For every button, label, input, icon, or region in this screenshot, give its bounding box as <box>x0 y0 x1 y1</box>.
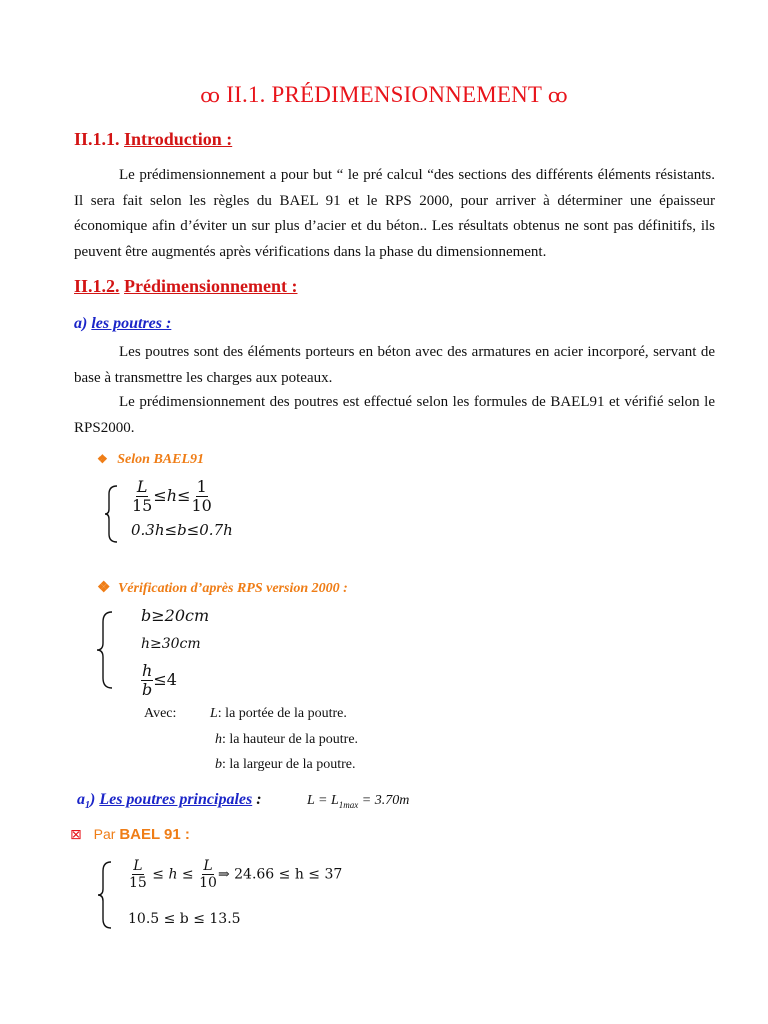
bael-f1-mid: ≤h≤ <box>153 486 191 505</box>
poutres-heading <box>74 315 171 333</box>
frac-den: b <box>142 680 153 699</box>
principales-eq <box>307 793 409 810</box>
l1-mid: ≤ h ≤ <box>152 866 194 883</box>
rps-c3 <box>141 663 177 698</box>
ornament-left-icon: ꝏ <box>200 85 221 107</box>
bael-formula-1 <box>131 479 213 514</box>
par-bael-label: BAEL 91 : <box>119 826 190 843</box>
def-text: : la hauteur de la poutre. <box>222 732 359 747</box>
checkbox-x-icon: ⊠ <box>70 826 82 842</box>
frac-den: 10 <box>191 496 212 515</box>
l1-rhs: ⇒ 24.66 ≤ h ≤ 37 <box>217 866 343 883</box>
bael-label: Selon BAEL91 <box>117 452 205 467</box>
poutres-para1: Les poutres sont des éléments porteurs en béton avec des armatures en acier incorporé, servant de base à transmettre les charges aux poteaux. <box>74 344 715 386</box>
par-bael-brace-icon <box>95 860 115 930</box>
diamond-bullet-icon: ❖ <box>97 452 108 466</box>
section2-heading <box>74 276 298 297</box>
par-text: Par <box>93 826 120 842</box>
section2-number: II.1.2. <box>74 276 120 296</box>
def-text: : la portée de la poutre. <box>217 706 347 721</box>
rps-c1: b≥20cm <box>141 606 210 625</box>
avec-label: Avec: <box>144 706 177 721</box>
def-row-3 <box>215 757 355 773</box>
intro-title: Introduction : <box>124 129 233 149</box>
rps-label: Vérification d’après RPS version 2000 : <box>117 581 348 596</box>
eq-sub: 1max <box>338 799 359 810</box>
ornament-right-icon: ꝏ <box>547 85 568 107</box>
principales-title: Les poutres principales <box>99 791 253 808</box>
def-sym: L <box>210 706 218 721</box>
par-bael-line-2: 10.5 ≤ b ≤ 13.5 <box>128 911 241 927</box>
eq-rhs: = 3.70m <box>358 793 410 808</box>
def-row-2 <box>215 732 358 748</box>
bael-formula-2: 0.3h≤b≤0.7h <box>131 521 233 539</box>
rps-label-row <box>97 578 348 597</box>
bael-label-row <box>97 452 204 468</box>
def-text: : la largeur de la poutre. <box>222 757 356 772</box>
def-row-1 <box>210 706 347 722</box>
section2-title: Prédimensionnement : <box>124 276 298 296</box>
page-title <box>0 82 768 108</box>
frac-num: 1 <box>196 477 207 496</box>
principales-label-close: ) <box>90 791 96 808</box>
def-sym: b <box>215 757 222 772</box>
rps-c3-rhs: ≤4 <box>153 670 177 689</box>
frac-num: h <box>142 661 153 680</box>
frac-den: 15 <box>129 875 147 891</box>
poutres-label: a) <box>74 315 88 332</box>
par-bael-row <box>70 826 190 843</box>
principales-heading <box>77 791 262 811</box>
diamond-bullet-icon: ❖ <box>97 580 111 596</box>
frac-den: 10 <box>199 875 217 891</box>
par-bael-line-1 <box>128 859 342 890</box>
title-text: II.1. PRÉDIMENSIONNEMENT <box>226 82 542 107</box>
rps-brace-icon <box>94 610 116 690</box>
frac-den: 15 <box>132 496 153 515</box>
frac-num: L <box>136 477 148 496</box>
principales-label-sub: 1 <box>85 800 90 812</box>
eq-lhs: L = L <box>307 793 339 808</box>
intro-heading <box>74 129 232 150</box>
rps-c2: h≥30cm <box>141 636 201 652</box>
poutres-title: les poutres : <box>91 315 172 332</box>
frac-num: L <box>133 858 143 874</box>
bael-brace-icon <box>103 484 121 544</box>
poutres-para2: Le prédimensionnement des poutres est effectué selon les formules de BAEL91 et vérifié selon le RPS2000. <box>74 394 715 436</box>
principales-colon: : <box>252 791 262 808</box>
def-sym: h <box>215 732 222 747</box>
frac-num: L <box>203 858 213 874</box>
intro-paragraph: Le prédimensionnement a pour but “ le pré calcul “des sections des différents éléments résistants. Il sera fait selon les règles du BAEL 91 et le RPS 2000, pour arriver à déterminer une épaisseur économique afin d’éviter un sur plus d’acier et du béton.. Les résultats obtenus ne sont pas définitifs, ils peuvent être augmentés après vérifications dans la phase du dimensionnement. <box>74 167 715 260</box>
principales-label: a <box>77 791 85 808</box>
intro-number: II.1.1. <box>74 129 120 149</box>
